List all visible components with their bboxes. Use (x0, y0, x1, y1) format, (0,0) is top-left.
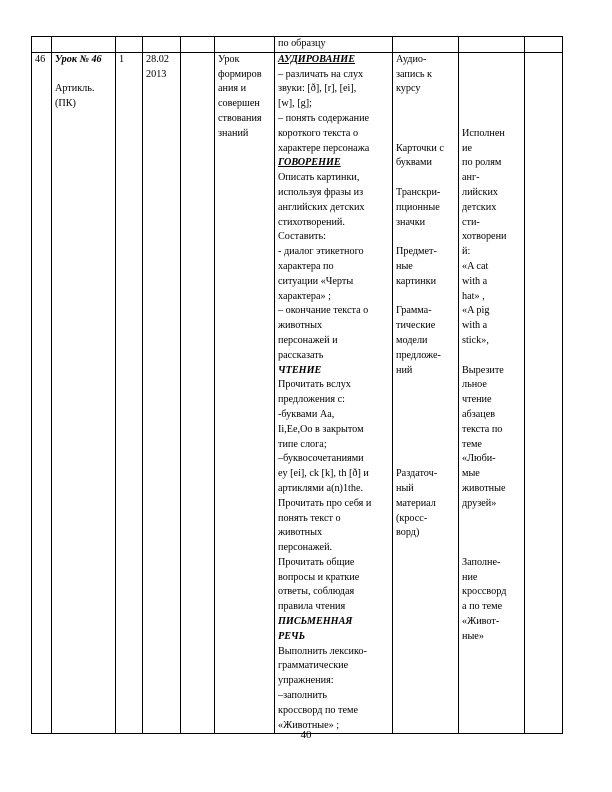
text-line: ствования (218, 112, 262, 124)
writing-text (278, 645, 389, 734)
cell-empty (393, 37, 459, 53)
text-line: (ПК) (55, 98, 76, 110)
text-line: «A pig (462, 305, 490, 317)
text-line: – окончание текста о (278, 305, 369, 317)
text-line: -буквами Aa, (278, 408, 335, 420)
cell-empty (181, 37, 215, 53)
text-line: предложе- (396, 349, 441, 361)
text-line: Заполне- (462, 556, 501, 568)
text-line: знаний (218, 127, 249, 139)
text-line: стихотворений. (278, 216, 345, 228)
text-line: Транскри- (396, 186, 441, 198)
text-line: чтение (462, 394, 492, 406)
lesson-date (146, 53, 177, 83)
lesson-number-cell (32, 52, 52, 734)
text-line: – различать на слух (278, 68, 364, 80)
text-line: звуки: [ð], [r], [ei], (278, 83, 357, 95)
hours-value: 1 (119, 53, 125, 65)
reading-task (462, 364, 521, 512)
text-line: ситуации «Черты (278, 275, 354, 287)
text-line: stick», (462, 334, 489, 346)
text-line: Описать картинки, (278, 172, 360, 184)
text-line: ные» (462, 630, 484, 642)
text-line: РЕЧЬ (278, 630, 306, 642)
text-line: рассказать (278, 349, 324, 361)
text-line: артиклями a(n)1the. (278, 482, 364, 494)
text-line: Раздаточ- (396, 468, 438, 480)
text-line: абзацев (462, 408, 496, 420)
text-line: курсу (396, 83, 421, 95)
text-line: животных (278, 320, 323, 332)
content-cell (275, 52, 393, 734)
text-line: with a (462, 275, 488, 287)
text-line: Карточки с (396, 142, 444, 154)
handout-material (396, 467, 455, 541)
text-line: кроссворд по теме (278, 704, 358, 716)
text-line: теме (462, 438, 482, 450)
audio-material (396, 53, 455, 97)
listening-heading: АУДИРОВАНИЕ (278, 53, 356, 65)
text-line: характера» ; (278, 290, 331, 302)
text-line: лийских (462, 186, 499, 198)
text-line: мые (462, 468, 480, 480)
text-line: льное (462, 379, 487, 391)
text-line: 2013 (146, 68, 167, 80)
previous-content-text: по образцу (278, 38, 326, 49)
cell-empty (116, 37, 143, 53)
text-line: текста по (462, 423, 503, 435)
text-line: –заполнить (278, 690, 328, 702)
text-line: Предмет- (396, 246, 437, 258)
text-line: модели (396, 334, 428, 346)
text-line: кроссворд (462, 586, 507, 598)
text-line: Урок (218, 53, 240, 65)
text-line: «Живот- (462, 616, 500, 628)
text-line: английских детских (278, 201, 365, 213)
text-line: - диалог этикетного (278, 246, 364, 258)
text-line: значки (396, 216, 426, 228)
text-line: буквами (396, 157, 432, 169)
text-line: Грамма- (396, 305, 432, 317)
lesson-row (32, 52, 563, 734)
text-line: предложения с: (278, 394, 345, 406)
text-line: Прочитать вслух (278, 379, 351, 391)
text-line: тические (396, 320, 436, 332)
text-line: Артикль. (55, 83, 95, 95)
lesson-number: 46 (35, 53, 46, 65)
cell-empty (459, 37, 525, 53)
text-line: формиров (218, 68, 262, 80)
text-line: й: (462, 246, 471, 258)
text-line: 28.02 (146, 53, 169, 65)
text-line: используя фразы из (278, 186, 364, 198)
crossword-task (462, 556, 521, 645)
text-line: правила чтения (278, 601, 346, 613)
text-line: понять текст о (278, 512, 341, 524)
text-line: запись к (396, 68, 432, 80)
text-line: Аудио- (396, 53, 427, 65)
text-line: «Люби- (462, 453, 496, 465)
listening-text (278, 68, 389, 157)
text-line: «A cat (462, 260, 489, 272)
text-line: –буквосочетаниями (278, 453, 364, 465)
materials-cell (393, 52, 459, 734)
text-line: ПИСЬМЕННАЯ (278, 616, 353, 628)
text-line: ответы, соблюдая (278, 586, 355, 598)
speaking-heading: ГОВОРЕНИЕ (278, 157, 341, 169)
transcription-material (396, 186, 455, 230)
text-line: материал (396, 497, 436, 509)
text-line: Ii,Ee,Oo в закрытом (278, 423, 364, 435)
text-line: ние (462, 571, 478, 583)
text-line: характера по (278, 260, 334, 272)
cell-empty (181, 52, 215, 734)
text-line: типе слога; (278, 438, 327, 450)
recite-task (462, 127, 521, 349)
text-line: Составить: (278, 231, 326, 243)
text-line: (кросс- (396, 512, 428, 524)
page-number: 40 (300, 729, 312, 741)
cell-empty (32, 37, 52, 53)
text-line: hat» , (462, 290, 485, 302)
text-line: грамматические (278, 660, 349, 672)
writing-heading (278, 615, 389, 645)
text-line: по ролям (462, 157, 502, 169)
text-line: with a (462, 320, 488, 332)
text-line: животные (462, 482, 506, 494)
cell-empty (525, 52, 563, 734)
text-line: Прочитать про себя и (278, 497, 372, 509)
text-line: а по теме (462, 601, 503, 613)
lesson-type (218, 53, 271, 142)
cell-empty (525, 37, 563, 53)
reading-text (278, 378, 389, 615)
text-line: вопросы и краткие (278, 571, 360, 583)
text-line: ный (396, 482, 414, 494)
text-line: сти- (462, 216, 480, 228)
lesson-type-cell (215, 52, 275, 734)
letter-cards-material (396, 142, 455, 172)
text-line: совершен (218, 98, 260, 110)
text-line: картинки (396, 275, 437, 287)
text-line: анг- (462, 172, 480, 184)
text-line: ний (396, 364, 413, 376)
text-line: ey [ei], ck [k], th [ð] и (278, 468, 369, 480)
hours-cell (116, 52, 143, 734)
lesson-topic (55, 82, 112, 112)
text-line: друзей» (462, 497, 497, 509)
text-line: Прочитать общие (278, 556, 355, 568)
text-line: Вырезите (462, 364, 504, 376)
speaking-text (278, 171, 389, 363)
text-line: [w], [g]; (278, 98, 312, 110)
text-line: персонажей и (278, 334, 338, 346)
cell-empty (215, 37, 275, 53)
text-line: Исполнен (462, 127, 505, 139)
lesson-topic-cell (52, 52, 116, 734)
grammar-models-material (396, 304, 455, 378)
text-line: – понять содержание (278, 112, 370, 124)
text-line: упражнения: (278, 675, 334, 687)
text-line: пционные (396, 201, 440, 213)
date-cell (143, 52, 181, 734)
text-line: короткого текста о (278, 127, 359, 139)
lesson-plan-table (31, 36, 563, 734)
text-line: характере персонажа (278, 142, 370, 154)
text-line: животных (278, 527, 323, 539)
text-line: хотворени (462, 231, 507, 243)
subject-pictures-material (396, 245, 455, 289)
text-line: персонажей. (278, 542, 333, 554)
text-line: Выполнить лексико- (278, 645, 367, 657)
cell-empty (52, 37, 116, 53)
text-line: ные (396, 260, 413, 272)
lesson-title: Урок № 46 (55, 53, 102, 65)
cell-empty (143, 37, 181, 53)
text-line: ие (462, 142, 472, 154)
text-line: ворд) (396, 527, 420, 539)
homework-cell (459, 52, 525, 734)
reading-heading: ЧТЕНИЕ (278, 364, 322, 376)
text-line: детских (462, 201, 497, 213)
text-line: «Животные» ; (278, 719, 340, 731)
previous-content-cell (275, 37, 393, 53)
text-line: ания и (218, 83, 247, 95)
previous-row-tail (32, 37, 563, 53)
